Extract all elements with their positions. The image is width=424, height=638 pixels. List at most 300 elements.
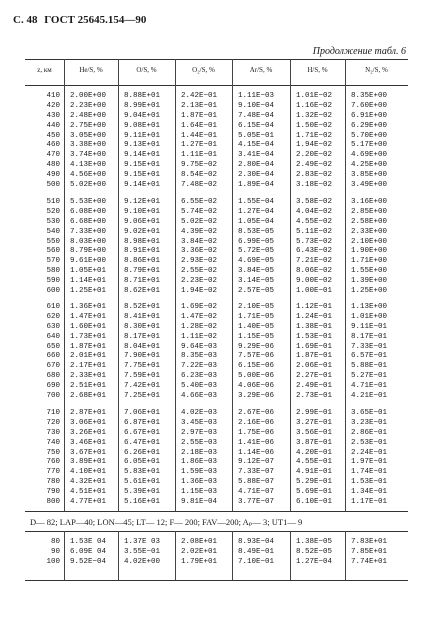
value-cell: 9.52E−04 <box>70 557 107 566</box>
table-body-bottom-rule <box>25 511 408 512</box>
value-cell: 6.43E−02 <box>296 247 333 256</box>
altitude-cell: 700 <box>46 392 60 401</box>
altitude-cell: 470 <box>46 151 60 160</box>
value-cell: 5.16E+01 <box>124 498 161 507</box>
value-cell: 1.27E−01 <box>181 141 218 150</box>
value-cell: 4.04E−02 <box>296 207 333 216</box>
altitude-cell: 720 <box>46 418 60 427</box>
value-cell: 1.97E−01 <box>351 458 388 467</box>
value-cell: 6.10E−01 <box>296 498 333 507</box>
altitude-cell: 450 <box>46 131 60 140</box>
value-cell: 7.90E+01 <box>124 352 161 361</box>
value-cell: 1.14E−06 <box>238 448 275 457</box>
altitude-cell: 630 <box>46 322 60 331</box>
column-header-o: O/S, % <box>136 66 157 74</box>
value-cell: 1.15E−05 <box>238 332 275 341</box>
value-cell: 5.29E−01 <box>296 478 333 487</box>
value-cell: 3.84E−02 <box>181 237 218 246</box>
value-cell: 9.29E−06 <box>238 342 275 351</box>
altitude-cell: 560 <box>46 247 60 256</box>
value-cell: 2.33E+01 <box>70 372 107 381</box>
value-cell: 5.73E−02 <box>296 237 333 246</box>
value-cell: 3.55E−01 <box>124 547 161 556</box>
conditions-note: D— 82; LAP—40; LON—45; LT— 12; F— 200; FAV—200; Aₚ— 3; UT1— 9 <box>30 517 303 527</box>
value-cell: 3.77E−07 <box>238 498 275 507</box>
value-cell: 4.55E−01 <box>296 458 333 467</box>
value-cell: 8.71E+01 <box>124 277 161 286</box>
value-cell: 6.87E+01 <box>124 418 161 427</box>
value-cell: 5.72E−05 <box>238 247 275 256</box>
value-cell: 6.29E+00 <box>351 121 388 130</box>
value-cell: 2.87E+01 <box>70 409 107 417</box>
value-cell: 1.25E+01 <box>70 287 107 296</box>
altitude-cell: 80 <box>50 538 60 546</box>
page-number: С. 48 <box>13 14 38 26</box>
value-cell: 1.71E+00 <box>351 257 388 266</box>
value-cell: 4.21E−01 <box>351 392 388 401</box>
value-cell: 6.15E−06 <box>238 362 275 371</box>
header-bottom-rule <box>25 85 408 86</box>
value-cell: 8.52E−05 <box>296 547 333 556</box>
value-cell: 3.14E−05 <box>238 277 275 286</box>
value-cell: 9.14E+01 <box>124 151 161 160</box>
altitude-cell: 420 <box>46 101 60 110</box>
value-cell: 7.33E+00 <box>70 227 107 236</box>
value-cell: 7.48E−04 <box>238 111 275 120</box>
value-cell: 2.00E+00 <box>70 92 107 100</box>
value-cell: 3.89E+01 <box>70 458 107 467</box>
value-cell: 5.88E−01 <box>351 362 388 371</box>
value-cell: 6.55E−02 <box>181 198 218 206</box>
value-cell: 5.05E−01 <box>238 131 275 140</box>
standard-code: ГОСТ 25645.154—90 <box>44 14 147 26</box>
bottom-column-6 <box>351 538 403 568</box>
value-cell: 8.79E+01 <box>124 267 161 276</box>
value-cell: 9.12E+01 <box>124 198 161 206</box>
bottom-column-2 <box>124 538 172 568</box>
value-cell: 9.14E+01 <box>124 181 161 190</box>
altitude-cell: 460 <box>46 141 60 150</box>
value-cell: 2.10E+00 <box>351 237 388 246</box>
group-2-column-6 <box>351 303 403 402</box>
value-cell: 2.13E−01 <box>181 101 218 110</box>
value-cell: 3.84E−05 <box>238 267 275 276</box>
value-cell: 5.74E−02 <box>181 207 218 216</box>
value-cell: 5.88E−07 <box>238 478 275 487</box>
value-cell: 2.23E+00 <box>70 101 107 110</box>
value-cell: 2.49E−01 <box>296 382 333 391</box>
group-0-column-4 <box>238 92 287 191</box>
value-cell: 2.58E+00 <box>351 217 388 226</box>
column-divider <box>64 59 65 511</box>
value-cell: 7.25E+01 <box>124 392 161 401</box>
value-cell: 2.99E−01 <box>296 409 333 417</box>
group-3-column-2 <box>124 409 172 508</box>
group-2-column-5 <box>296 303 342 402</box>
value-cell: 1.55E−04 <box>238 198 275 206</box>
group-0-column-5 <box>296 92 342 191</box>
altitude-cell: 590 <box>46 277 60 286</box>
group-2-column-3 <box>181 303 229 402</box>
altitude-cell: 760 <box>46 458 60 467</box>
value-cell: 8.41E+01 <box>124 312 161 321</box>
column-header-ar: Ar/S, % <box>249 66 273 74</box>
value-cell: 3.06E+01 <box>70 418 107 427</box>
altitude-cell: 520 <box>46 207 60 216</box>
value-cell: 7.22E−03 <box>181 362 218 371</box>
value-cell: 3.87E−01 <box>296 438 333 447</box>
group-3-column-6 <box>351 409 403 508</box>
bottom-table-top-rule <box>25 531 408 532</box>
value-cell: 1.53E−01 <box>296 332 333 341</box>
value-cell: 3.26E+01 <box>70 428 107 437</box>
value-cell: 9.11E+01 <box>124 131 161 140</box>
value-cell: 4.71E−07 <box>238 488 275 497</box>
altitude-cell: 770 <box>46 468 60 477</box>
value-cell: 1.15E−03 <box>181 488 218 497</box>
group-1-column-5 <box>296 198 342 297</box>
group-2-column-2 <box>124 303 172 402</box>
value-cell: 1.01E+00 <box>351 312 388 321</box>
value-cell: 1.41E−06 <box>238 438 275 447</box>
value-cell: 2.85E+00 <box>351 207 388 216</box>
value-cell: 4.10E+01 <box>70 468 107 477</box>
value-cell: 2.48E+00 <box>70 111 107 120</box>
value-cell: 1.74E−01 <box>351 468 388 477</box>
value-cell: 2.51E+01 <box>70 382 107 391</box>
value-cell: 1.44E−01 <box>181 131 218 140</box>
altitude-cell: 580 <box>46 267 60 276</box>
value-cell: 8.53E−05 <box>238 227 275 236</box>
value-cell: 1.25E+00 <box>351 287 388 296</box>
column-divider <box>232 59 233 511</box>
group-2-column-1 <box>70 303 116 402</box>
group-0-column-0 <box>27 92 60 191</box>
value-cell: 1.94E−02 <box>181 287 218 296</box>
column-header-o2: O₂/S, % <box>192 66 215 74</box>
value-cell: 1.27E−04 <box>296 557 333 566</box>
value-cell: 1.12E−01 <box>296 303 333 311</box>
value-cell: 6.67E+01 <box>124 428 161 437</box>
value-cell: 3.46E+01 <box>70 438 107 447</box>
value-cell: 9.64E−03 <box>181 342 218 351</box>
value-cell: 5.02E−02 <box>181 217 218 226</box>
value-cell: 1.37E 03 <box>124 538 161 546</box>
altitude-cell: 570 <box>46 257 60 266</box>
value-cell: 5.00E−06 <box>238 372 275 381</box>
value-cell: 3.27E−01 <box>296 418 333 427</box>
value-cell: 8.99E+01 <box>124 101 161 110</box>
value-cell: 8.86E+01 <box>124 257 161 266</box>
value-cell: 9.02E+01 <box>124 227 161 236</box>
value-cell: 1.50E−02 <box>296 121 333 130</box>
value-cell: 1.53E 04 <box>70 538 107 546</box>
value-cell: 1.87E−01 <box>296 352 333 361</box>
column-header-n2: N₂/S, % <box>365 66 388 74</box>
value-cell: 2.68E+01 <box>70 392 107 401</box>
value-cell: 3.65E−01 <box>351 409 388 417</box>
value-cell: 9.04E+01 <box>124 111 161 120</box>
value-cell: 2.06E−01 <box>296 362 333 371</box>
altitude-cell: 750 <box>46 448 60 457</box>
column-divider <box>345 59 346 511</box>
value-cell: 4.66E−03 <box>181 392 218 401</box>
value-cell: 8.17E+01 <box>124 332 161 341</box>
column-divider <box>118 59 119 511</box>
value-cell: 9.61E+00 <box>70 257 107 266</box>
value-cell: 5.02E+00 <box>70 181 107 190</box>
value-cell: 2.49E−02 <box>296 161 333 170</box>
value-cell: 3.23E−01 <box>351 418 388 427</box>
altitude-cell: 430 <box>46 111 60 120</box>
altitude-cell: 620 <box>46 312 60 321</box>
value-cell: 4.32E+01 <box>70 478 107 487</box>
value-cell: 4.51E+01 <box>70 488 107 497</box>
value-cell: 4.15E−04 <box>238 141 275 150</box>
value-cell: 1.90E+00 <box>351 247 388 256</box>
value-cell: 8.06E−02 <box>296 267 333 276</box>
value-cell: 4.77E+01 <box>70 498 107 507</box>
value-cell: 2.86E−01 <box>351 428 388 437</box>
value-cell: 6.68E+00 <box>70 217 107 226</box>
column-divider <box>118 531 119 580</box>
table-top-rule <box>25 59 408 60</box>
value-cell: 1.13E+00 <box>351 303 388 311</box>
altitude-cell: 490 <box>46 171 60 180</box>
value-cell: 5.70E+00 <box>351 131 388 140</box>
value-cell: 5.17E+00 <box>351 141 388 150</box>
value-cell: 8.35E+00 <box>351 92 388 100</box>
altitude-cell: 610 <box>46 303 60 311</box>
value-cell: 4.25E+00 <box>351 161 388 170</box>
page-header <box>13 14 150 26</box>
value-cell: 1.38E−01 <box>296 322 333 331</box>
value-cell: 6.26E+01 <box>124 448 161 457</box>
value-cell: 2.75E+00 <box>70 121 107 130</box>
value-cell: 3.85E+00 <box>351 171 388 180</box>
value-cell: 1.27E−04 <box>238 207 275 216</box>
value-cell: 1.60E+01 <box>70 322 107 331</box>
value-cell: 8.35E−03 <box>181 352 218 361</box>
altitude-cell: 780 <box>46 478 60 487</box>
value-cell: 1.79E+01 <box>181 557 218 566</box>
bottom-column-3 <box>181 538 229 568</box>
value-cell: 2.10E−05 <box>238 303 275 311</box>
value-cell: 3.05E+00 <box>70 131 107 140</box>
value-cell: 4.02E−03 <box>181 409 218 417</box>
value-cell: 2.57E−05 <box>238 287 275 296</box>
value-cell: 9.13E+01 <box>124 141 161 150</box>
altitude-cell: 660 <box>46 352 60 361</box>
value-cell: 2.16E−06 <box>238 418 275 427</box>
value-cell: 3.58E−02 <box>296 198 333 206</box>
group-3-column-4 <box>238 409 287 508</box>
group-1-column-4 <box>238 198 287 297</box>
value-cell: 6.15E−04 <box>238 121 275 130</box>
value-cell: 3.41E−04 <box>238 151 275 160</box>
altitude-cell: 480 <box>46 161 60 170</box>
group-2-column-0 <box>27 303 60 402</box>
value-cell: 2.73E−01 <box>296 392 333 401</box>
value-cell: 1.94E−02 <box>296 141 333 150</box>
value-cell: 4.06E−06 <box>238 382 275 391</box>
value-cell: 1.28E−02 <box>181 322 218 331</box>
value-cell: 1.47E+01 <box>70 312 107 321</box>
group-1-column-0 <box>27 198 60 297</box>
altitude-cell: 710 <box>46 409 60 417</box>
altitude-cell: 540 <box>46 227 60 236</box>
altitude-cell: 600 <box>46 287 60 296</box>
value-cell: 3.36E−02 <box>181 247 218 256</box>
bottom-column-5 <box>296 538 342 568</box>
column-header-z: z, км <box>37 66 52 74</box>
value-cell: 6.08E+00 <box>70 207 107 216</box>
value-cell: 7.06E+01 <box>124 409 161 417</box>
value-cell: 1.05E−04 <box>238 217 275 226</box>
value-cell: 1.36E+01 <box>70 303 107 311</box>
value-cell: 1.87E−01 <box>181 111 218 120</box>
value-cell: 5.39E+01 <box>124 488 161 497</box>
value-cell: 2.17E+01 <box>70 362 107 371</box>
value-cell: 8.30E+01 <box>124 322 161 331</box>
value-cell: 8.04E+01 <box>124 342 161 351</box>
altitude-cell: 90 <box>50 547 60 556</box>
value-cell: 8.49E−01 <box>238 547 275 556</box>
value-cell: 7.42E+01 <box>124 382 161 391</box>
column-header-h: H/S, % <box>307 66 328 74</box>
column-divider <box>64 531 65 580</box>
value-cell: 2.08E+01 <box>181 538 218 546</box>
value-cell: 2.20E−02 <box>296 151 333 160</box>
altitude-cell: 650 <box>46 342 60 351</box>
value-cell: 8.93E−04 <box>238 538 275 546</box>
value-cell: 3.49E+00 <box>351 181 388 190</box>
value-cell: 4.13E+00 <box>70 161 107 170</box>
altitude-cell: 670 <box>46 362 60 371</box>
column-divider <box>345 531 346 580</box>
value-cell: 1.86E−03 <box>181 458 218 467</box>
altitude-cell: 550 <box>46 237 60 246</box>
value-cell: 1.34E−01 <box>351 488 388 497</box>
value-cell: 2.55E−02 <box>181 267 218 276</box>
value-cell: 5.53E+00 <box>70 198 107 206</box>
value-cell: 2.18E−03 <box>181 448 218 457</box>
value-cell: 8.17E−01 <box>351 332 388 341</box>
value-cell: 7.33E−07 <box>238 468 275 477</box>
value-cell: 1.39E+00 <box>351 277 388 286</box>
value-cell: 9.10E−04 <box>238 101 275 110</box>
value-cell: 6.09E 04 <box>70 547 107 556</box>
group-1-column-3 <box>181 198 229 297</box>
value-cell: 2.93E−02 <box>181 257 218 266</box>
value-cell: 8.98E+01 <box>124 237 161 246</box>
value-cell: 6.23E−03 <box>181 372 218 381</box>
value-cell: 2.83E−02 <box>296 171 333 180</box>
value-cell: 2.23E−02 <box>181 277 218 286</box>
value-cell: 9.81E−04 <box>181 498 218 507</box>
altitude-cell: 510 <box>46 198 60 206</box>
altitude-cell: 800 <box>46 498 60 507</box>
value-cell: 1.47E−02 <box>181 312 218 321</box>
group-3-column-5 <box>296 409 342 508</box>
value-cell: 7.60E+00 <box>351 101 388 110</box>
value-cell: 8.88E+01 <box>124 92 161 100</box>
value-cell: 6.91E+00 <box>351 111 388 120</box>
value-cell: 1.11E−03 <box>238 92 275 100</box>
value-cell: 7.59E+01 <box>124 372 161 381</box>
value-cell: 5.11E−02 <box>296 227 333 236</box>
group-3-column-1 <box>70 409 116 508</box>
value-cell: 3.38E+00 <box>70 141 107 150</box>
value-cell: 5.83E+01 <box>124 468 161 477</box>
value-cell: 1.69E−01 <box>296 342 333 351</box>
value-cell: 4.55E−02 <box>296 217 333 226</box>
value-cell: 1.01E−02 <box>296 92 333 100</box>
value-cell: 2.33E+00 <box>351 227 388 236</box>
value-cell: 4.20E−01 <box>296 448 333 457</box>
value-cell: 2.24E−01 <box>351 448 388 457</box>
value-cell: 2.27E−01 <box>296 372 333 381</box>
bottom-column-1 <box>70 538 116 568</box>
value-cell: 9.15E+01 <box>124 161 161 170</box>
value-cell: 1.05E+01 <box>70 267 107 276</box>
value-cell: 8.91E+01 <box>124 247 161 256</box>
value-cell: 2.67E−06 <box>238 409 275 417</box>
value-cell: 3.74E+00 <box>70 151 107 160</box>
value-cell: 5.69E−01 <box>296 488 333 497</box>
group-0-column-6 <box>351 92 403 191</box>
value-cell: 4.69E+00 <box>351 151 388 160</box>
value-cell: 1.71E−05 <box>238 312 275 321</box>
bottom-column-4 <box>238 538 287 568</box>
column-divider <box>175 59 176 511</box>
value-cell: 9.75E−02 <box>181 161 218 170</box>
value-cell: 9.11E−01 <box>351 322 388 331</box>
value-cell: 4.71E−01 <box>351 382 388 391</box>
group-1-column-6 <box>351 198 403 297</box>
altitude-cell: 790 <box>46 488 60 497</box>
value-cell: 2.55E−03 <box>181 438 218 447</box>
value-cell: 3.45E−03 <box>181 418 218 427</box>
value-cell: 7.57E−06 <box>238 352 275 361</box>
value-cell: 1.17E−01 <box>351 498 388 507</box>
altitude-cell: 530 <box>46 217 60 226</box>
value-cell: 9.10E+01 <box>124 207 161 216</box>
value-cell: 1.32E−02 <box>296 111 333 120</box>
column-divider <box>175 531 176 580</box>
value-cell: 9.12E−07 <box>238 458 275 467</box>
value-cell: 7.21E−02 <box>296 257 333 266</box>
value-cell: 6.47E+01 <box>124 438 161 447</box>
column-header-he: He/S, % <box>79 66 103 74</box>
value-cell: 2.53E−01 <box>351 438 388 447</box>
value-cell: 5.27E−01 <box>351 372 388 381</box>
column-divider <box>290 59 291 511</box>
altitude-cell: 740 <box>46 438 60 447</box>
value-cell: 8.03E+00 <box>70 237 107 246</box>
value-cell: 7.83E+01 <box>351 538 388 546</box>
altitude-cell: 500 <box>46 181 60 190</box>
group-0-column-2 <box>124 92 172 191</box>
value-cell: 1.36E−03 <box>181 478 218 487</box>
value-cell: 6.57E−01 <box>351 352 388 361</box>
value-cell: 1.00E−01 <box>296 287 333 296</box>
group-3-column-0 <box>27 409 60 508</box>
altitude-cell: 440 <box>46 121 60 130</box>
value-cell: 8.62E+01 <box>124 287 161 296</box>
altitude-cell: 680 <box>46 372 60 381</box>
value-cell: 8.79E+00 <box>70 247 107 256</box>
